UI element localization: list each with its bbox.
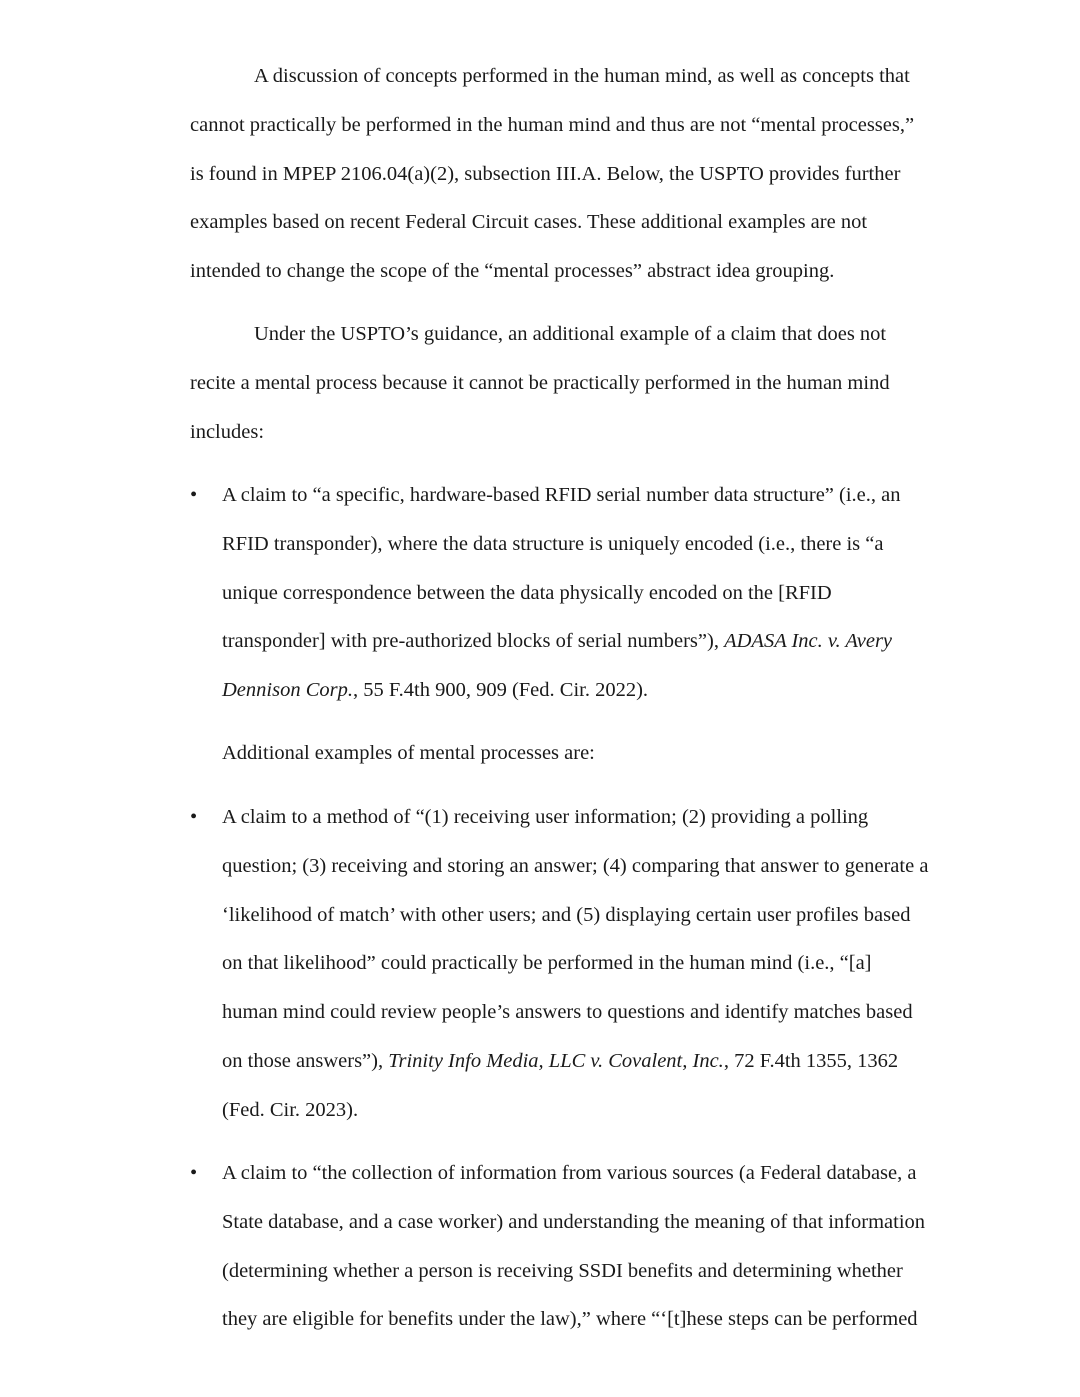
bullet-line: (determining whether a person is receiving SSDI benefits and determining whether: [222, 1259, 903, 1282]
bullet-text: [222, 1149, 962, 1344]
bullet-line: State database, and a case worker) and understanding the meaning of that information: [222, 1210, 926, 1233]
bullet-line: on that likelihood” could practically be performed in the human mind (i.e., “[a]: [222, 952, 872, 975]
additional-examples-heading: Additional examples of mental processes are:: [222, 742, 595, 764]
paragraph-line: cannot practically be performed in the human mind and thus are not “mental processes,”: [190, 113, 915, 136]
bullet-line: on those answers”), Trinity Info Media, LLC v. Covalent, Inc., 72 F.4th 1355, 1362: [222, 1049, 899, 1072]
paragraph-line: recite a mental process because it cannot be practically performed in the human mind: [190, 371, 890, 394]
bullet-text: [222, 793, 962, 1135]
bullet-line: Dennison Corp., 55 F.4th 900, 909 (Fed. Cir. 2022).: [222, 679, 649, 702]
bullet-dot: •: [190, 806, 198, 828]
bullet-dot: •: [190, 1162, 198, 1184]
case-citation: Dennison Corp.: [222, 679, 353, 702]
paragraph-line: is found in MPEP 2106.04(a)(2), subsection III.A. Below, the USPTO provides further: [190, 162, 901, 185]
bullet-line: transponder] with pre-authorized blocks of serial numbers”), ADASA Inc. v. Avery: [222, 630, 893, 653]
paragraph-line: examples based on recent Federal Circuit cases. These additional examples are not: [190, 211, 868, 234]
bullet-line: RFID transponder), where the data structure is uniquely encoded (i.e., there is “a: [222, 532, 884, 555]
bullet-line: (Fed. Cir. 2023).: [222, 1098, 359, 1121]
paragraph-line: includes:: [190, 420, 265, 443]
case-citation: Trinity Info Media, LLC v. Covalent, Inc.: [388, 1049, 724, 1072]
paragraph-line: intended to change the scope of the “mental processes” abstract idea grouping.: [190, 260, 835, 283]
bullet-dot: •: [190, 484, 198, 506]
paragraph-line: Under the USPTO’s guidance, an additional example of a claim that does not: [254, 323, 887, 345]
bullet-line: question; (3) receiving and storing an answer; (4) comparing that answer to generate a: [222, 854, 929, 877]
bullet-line: A claim to “the collection of information from various sources (a Federal database, a: [222, 1162, 917, 1184]
bullet-line: human mind could review people’s answers to questions and identify matches based: [222, 1001, 913, 1024]
paragraph-mental-concepts: [190, 52, 970, 296]
bullet-line: ‘likelihood of match’ with other users; and (5) displaying certain user profiles based: [222, 903, 911, 926]
bullet-text: [222, 471, 962, 715]
paragraph-line: A discussion of concepts performed in the human mind, as well as concepts that: [254, 65, 910, 87]
bullet-line: they are eligible for benefits under the law),” where “‘[t]hese steps can be performed: [222, 1308, 918, 1331]
bullet-line: A claim to “a specific, hardware-based RFID serial number data structure” (i.e., an: [222, 484, 901, 506]
case-citation: ADASA Inc. v. Avery: [724, 630, 893, 653]
bullet-line: unique correspondence between the data physically encoded on the [RFID: [222, 581, 832, 604]
paragraph-uspto-guidance: [190, 310, 970, 456]
bullet-line: A claim to a method of “(1) receiving user information; (2) providing a polling: [222, 806, 869, 828]
